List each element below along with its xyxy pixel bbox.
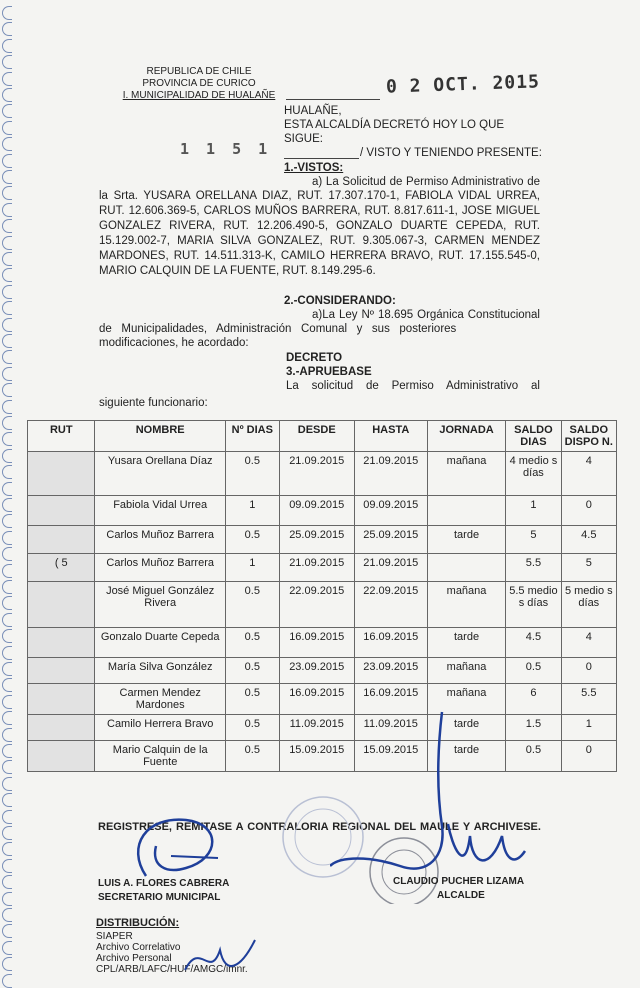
cell-rut [28,628,95,658]
cell-nombre: Carlos Muñoz Barrera [95,554,225,582]
cell-hasta: 16.09.2015 [354,628,427,658]
cell-desde: 21.09.2015 [279,452,354,496]
letterhead-line: REPUBLICA DE CHILE [146,66,252,77]
cell-hasta: 21.09.2015 [354,554,427,582]
secretary-name: LUIS A. FLORES CABRERA [98,878,230,889]
spiral-ring [2,432,12,446]
spiral-ring [2,154,12,168]
cell-jornada: tarde [427,526,505,554]
cell-hasta: 15.09.2015 [354,741,427,772]
spiral-ring [2,678,12,692]
vistos-text: 15.129.002-7, MARIA SILVA GONZALEZ, RUT. 9.305.067-3, CARMEN MENDEZ [99,235,540,247]
cell-dias: 0.5 [225,452,279,496]
cell-saldo: 4.5 [506,628,561,658]
table-row [28,526,617,554]
spiral-ring [2,318,12,332]
cell-nombre: José Miguel González Rivera [95,582,225,628]
cell-saldo: 5 [506,526,561,554]
spiral-ring [2,580,12,594]
spiral-ring [2,531,12,545]
spiral-ring [2,662,12,676]
spiral-ring [2,252,12,266]
spiral-ring [2,695,12,709]
spiral-ring [2,137,12,151]
spiral-ring [2,186,12,200]
cell-jornada: tarde [427,741,505,772]
spiral-ring [2,55,12,69]
cell-rut [28,741,95,772]
col-desde: DESDE [279,421,354,452]
mayor-role: ALCALDE [437,890,485,901]
spiral-ring [2,859,12,873]
date-stamp: 0 2 OCT. 2015 [385,71,541,98]
cell-hasta: 25.09.2015 [354,526,427,554]
number-rule [284,158,359,159]
decreto-text: siguiente funcionario: [99,397,208,409]
spiral-ring [2,6,12,20]
cell-dias: 0.5 [225,684,279,715]
cell-jornada: tarde [427,628,505,658]
distribution-item: CPL/ARB/LAFC/HUF/AMGC/imnr. [96,964,248,975]
cell-dias: 1 [225,554,279,582]
cell-dispo: 1 [561,715,616,741]
spiral-binding [0,0,16,984]
spiral-ring [2,908,12,922]
distribution-item: Archivo Personal [96,953,172,964]
cell-dispo: 4 [561,628,616,658]
spiral-ring [2,268,12,282]
cell-hasta: 22.09.2015 [354,582,427,628]
place-line: HUALAÑE, [284,105,342,117]
cell-nombre: María Silva González [95,658,225,684]
cell-dias: 0.5 [225,658,279,684]
spiral-ring [2,88,12,102]
cell-nombre: Yusara Orellana Díaz [95,452,225,496]
spiral-ring [2,72,12,86]
cell-nombre: Carmen Mendez Mardones [95,684,225,715]
letterhead-line: PROVINCIA DE CURICO [142,78,256,89]
vistos-text: MARIO CALQUIN DE LA FUENTE, RUT. 8.149.295-6. [99,265,376,277]
secretary-role: SECRETARIO MUNICIPAL [98,892,221,903]
cell-saldo: 6 [506,684,561,715]
spiral-ring [2,596,12,610]
letterhead-line: I. MUNICIPALIDAD DE HUALAÑE [122,90,276,101]
cell-dias: 0.5 [225,715,279,741]
cell-saldo: 0.5 [506,658,561,684]
cell-rut [28,684,95,715]
vistos-text: la Srta. YUSARA ORELLANA DIAZ, RUT. 17.307.170-1, FABIOLA VIDAL URREA, [99,190,540,202]
secretary-signature [116,806,226,884]
spiral-ring [2,236,12,250]
col-saldo: SALDO DIAS [506,421,561,452]
vistos-text: MARDONES, RUT. 14.511.313-K, CAMILO HERRERA BRAVO, RUT. 17.155.545-0, [99,250,540,262]
spiral-ring [2,219,12,233]
decreto-text: La solicitud de Permiso Administrativo al [286,380,540,392]
col-dispo: SALDO DISPO N. [561,421,616,452]
vistos-text: GONZALEZ RIVERA, RUT. 12.206.490-5, GONZALO DUARTE CEPEDA, RUT. [99,220,540,232]
mayor-signature [330,706,530,886]
spiral-ring [2,728,12,742]
cell-dispo: 5.5 [561,684,616,715]
spiral-ring [2,121,12,135]
cell-jornada: mañana [427,684,505,715]
cell-jornada [427,554,505,582]
cell-hasta: 11.09.2015 [354,715,427,741]
cell-dispo: 5 [561,554,616,582]
cell-hasta: 21.09.2015 [354,452,427,496]
mayor-name: CLAUDIO PUCHER LIZAMA [393,876,525,887]
cell-hasta: 23.09.2015 [354,658,427,684]
spiral-ring [2,104,12,118]
distribution-item: Archivo Correlativo [96,942,181,953]
cell-dispo: 0 [561,741,616,772]
considerando-title: 2.-CONSIDERANDO: [284,295,396,307]
col-rut: RUT [28,421,95,452]
spiral-ring [2,203,12,217]
cell-desde: 21.09.2015 [279,554,354,582]
cell-dispo: 4 [561,452,616,496]
cell-nombre: Gonzalo Duarte Cepeda [95,628,225,658]
cell-saldo: 4 medio s días [506,452,561,496]
spiral-ring [2,842,12,856]
vistos-title: 1.-VISTOS: [284,162,344,174]
cell-desde: 16.09.2015 [279,684,354,715]
table-row [28,554,617,582]
spiral-ring [2,482,12,496]
spiral-ring [2,974,12,988]
cell-nombre: Carlos Muñoz Barrera [95,526,225,554]
cell-rut [28,715,95,741]
cell-jornada [427,496,505,526]
cell-desde: 11.09.2015 [279,715,354,741]
spiral-ring [2,810,12,824]
cell-desde: 16.09.2015 [279,628,354,658]
distribution-title: DISTRIBUCIÓN: [96,917,180,929]
spiral-ring [2,892,12,906]
decreto-title: DECRETO [286,352,343,364]
spiral-ring [2,498,12,512]
vistos-text: a) La Solicitud de Permiso Administrativo de [312,176,540,188]
spiral-ring [2,826,12,840]
cell-nombre: Fabiola Vidal Urrea [95,496,225,526]
spiral-ring [2,39,12,53]
spiral-ring [2,514,12,528]
cell-desde: 22.09.2015 [279,582,354,628]
spiral-ring [2,400,12,414]
spiral-ring [2,777,12,791]
decree-number-stamp: 1 1 5 1 [180,140,272,158]
spiral-ring [2,613,12,627]
spiral-ring [2,350,12,364]
table-row [28,628,617,658]
col-jornada: JORNADA [427,421,505,452]
cell-desde: 25.09.2015 [279,526,354,554]
col-nombre: NOMBRE [95,421,225,452]
spiral-ring [2,711,12,725]
intro-line: ESTA ALCALDÍA DECRETÓ HOY LO QUE [284,119,505,131]
cell-rut [28,658,95,684]
table-row [28,496,617,526]
spiral-ring [2,334,12,348]
considerando-text: modificaciones, he acordado: [99,337,249,349]
table-header-row [28,421,617,452]
cell-hasta: 09.09.2015 [354,496,427,526]
spiral-ring [2,941,12,955]
cell-dispo: 0 [561,496,616,526]
cell-saldo: 1 [506,496,561,526]
table-row [28,582,617,628]
spiral-ring [2,760,12,774]
vistos-text: RUT. 12.606.369-5, CARLOS MUÑOS BARRERA, RUT. 8.817.611-1, JOSE MIGUEL [99,205,540,217]
intro-line: SIGUE: [284,133,323,145]
cell-saldo: 5.5 medio s días [506,582,561,628]
distribution-item: SIAPER [96,931,133,942]
spiral-ring [2,957,12,971]
cell-hasta: 16.09.2015 [354,684,427,715]
cell-rut [28,452,95,496]
cell-dias: 0.5 [225,741,279,772]
cell-jornada: tarde [427,715,505,741]
spiral-ring [2,22,12,36]
intro-line: / VISTO Y TENIENDO PRESENTE: [360,147,542,159]
cell-saldo: 0.5 [506,741,561,772]
cell-rut [28,582,95,628]
spiral-ring [2,793,12,807]
spiral-ring [2,547,12,561]
cell-saldo: 1.5 [506,715,561,741]
cell-rut [28,496,95,526]
cell-dias: 0.5 [225,628,279,658]
cell-saldo: 5.5 [506,554,561,582]
closing-statement: REGISTRESE, REMITASE A CONTRALORIA REGIONAL DEL MAULE Y ARCHIVESE. [98,821,541,833]
letterhead-rule [286,99,380,100]
spiral-ring [2,449,12,463]
cell-dispo: 5 medio s días [561,582,616,628]
cell-nombre: Camilo Herrera Bravo [95,715,225,741]
initials-signature [180,930,260,984]
spiral-ring [2,646,12,660]
cell-rut [28,526,95,554]
col-dias: Nº DIAS [225,421,279,452]
spiral-ring [2,744,12,758]
cell-dias: 1 [225,496,279,526]
spiral-ring [2,465,12,479]
cell-dias: 0.5 [225,582,279,628]
cell-desde: 23.09.2015 [279,658,354,684]
cell-desde: 09.09.2015 [279,496,354,526]
spiral-ring [2,875,12,889]
table-row [28,658,617,684]
cell-jornada: mañana [427,582,505,628]
spiral-ring [2,924,12,938]
cell-dispo: 0 [561,658,616,684]
spiral-ring [2,629,12,643]
considerando-text: a)La Ley Nº 18.695 Orgánica Constitucional [312,309,540,321]
letterhead [118,66,280,102]
cell-desde: 15.09.2015 [279,741,354,772]
spiral-ring [2,170,12,184]
cell-jornada: mañana [427,658,505,684]
spiral-ring [2,416,12,430]
spiral-ring [2,367,12,381]
spiral-ring [2,383,12,397]
col-hasta: HASTA [354,421,427,452]
cell-nombre: Mario Calquin de la Fuente [95,741,225,772]
decreto-subtitle: 3.-APRUEBASE [286,366,372,378]
spiral-ring [2,301,12,315]
spiral-ring [2,285,12,299]
spiral-ring [2,564,12,578]
cell-rut: ( 5 [28,554,95,582]
table-row [28,452,617,496]
considerando-text: de Municipalidades, Administración Comunal y sus posteriores [99,323,457,335]
cell-jornada: mañana [427,452,505,496]
cell-dias: 0.5 [225,526,279,554]
cell-dispo: 4.5 [561,526,616,554]
